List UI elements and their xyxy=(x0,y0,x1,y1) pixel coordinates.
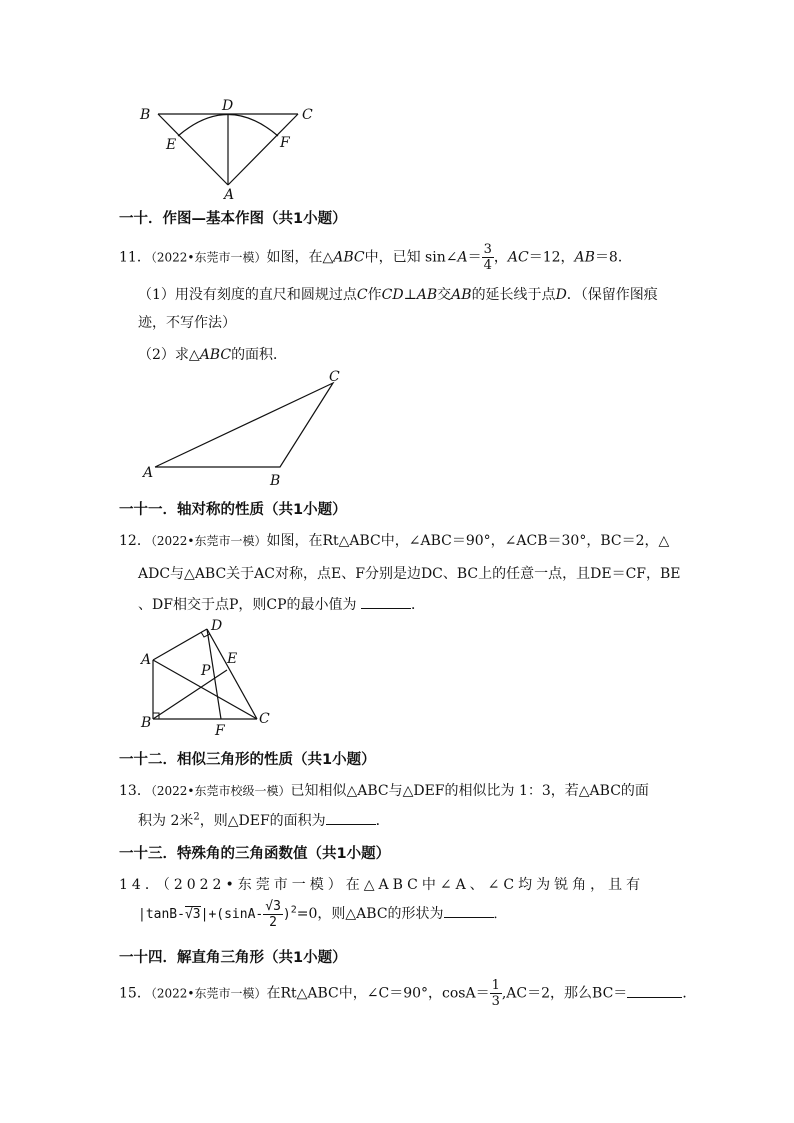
q15-stem: 15．（2022•东莞市一模）在Rt△ABC中，∠C＝90°，cosA＝ $\frac{1}{3}$ ,AC＝2，那么BC＝ ． xyxy=(119,978,697,1009)
triangle-figure xyxy=(135,365,355,490)
q11-stem: 11．（2022•东莞市一模）如图，在△ABC中，已知 sin∠A＝ $\frac{3}{4}$ ，AC＝12，AB＝8． xyxy=(119,242,632,273)
label-f: F xyxy=(215,723,225,739)
q13-line1: 13．（2022•东莞市校级一模）已知相似△ABC与△DEF的相似比为 1：3，若△ABC的面 xyxy=(119,783,649,799)
q14-equation: |tanB-√3|+(sinA- $\frac{√3}{2}$ )$^2$=0，则△ABC的形状为 ． xyxy=(138,899,507,930)
section-11-heading: 一十一．轴对称的性质（共1小题） xyxy=(119,502,347,518)
label-e: E xyxy=(166,137,177,153)
answer-blank[interactable] xyxy=(444,903,494,918)
answer-blank[interactable] xyxy=(627,983,682,998)
symmetry-figure xyxy=(135,615,285,740)
q14-line1: 14．（2022•东莞市一模）在△ABC中∠A、∠C均为锐角，且有 xyxy=(119,877,645,893)
label-a: A xyxy=(141,652,152,668)
q12-line3: 、DF相交于点P，则CP的最小值为 ． xyxy=(138,594,425,614)
label-c: C xyxy=(302,107,313,123)
answer-blank[interactable] xyxy=(361,594,411,609)
section-14-heading: 一十四．解直角三角形（共1小题） xyxy=(119,950,347,966)
q12-line2: ADC与△ABC关于AC对称，点E、F分别是边DC、BC上的任意一点，且DE＝CF，BE xyxy=(138,566,681,582)
q12-line1: 12．（2022•东莞市一模）如图，在Rt△ABC中，∠ABC＝90°，∠ACB＝30°，BC＝2，△ xyxy=(119,533,670,549)
label-c: C xyxy=(259,711,270,727)
label-a: A xyxy=(224,187,235,203)
label-a: A xyxy=(143,465,154,481)
q11-part2: （2）求△ABC的面积． xyxy=(138,347,288,363)
label-p: P xyxy=(201,663,211,679)
sector-figure xyxy=(130,95,330,205)
answer-blank[interactable] xyxy=(326,810,376,825)
label-b: B xyxy=(270,473,281,489)
section-12-heading: 一十二．相似三角形的性质（共1小题） xyxy=(119,752,376,768)
label-f: F xyxy=(280,135,290,151)
label-e: E xyxy=(227,651,238,667)
label-c: C xyxy=(329,369,340,385)
label-b: B xyxy=(140,107,151,123)
label-d: D xyxy=(222,98,234,114)
label-d: D xyxy=(211,618,223,634)
fraction-3-4: $\frac{3}{4}$ xyxy=(483,242,492,273)
section-10-heading: 一十．作图—基本作图（共1小题） xyxy=(119,211,347,227)
q13-line2: 积为 2米$^2$，则△DEF的面积为 ． xyxy=(138,811,390,829)
q11-part1-line2: 迹，不写作法） xyxy=(138,315,236,331)
label-b: B xyxy=(141,715,152,731)
section-13-heading: 一十三．特殊角的三角函数值（共1小题） xyxy=(119,846,391,862)
q11-part1-line1: （1）用没有刻度的直尺和圆规过点C作CD⊥AB交AB的延长线于点D．（保留作图痕 xyxy=(138,287,658,303)
